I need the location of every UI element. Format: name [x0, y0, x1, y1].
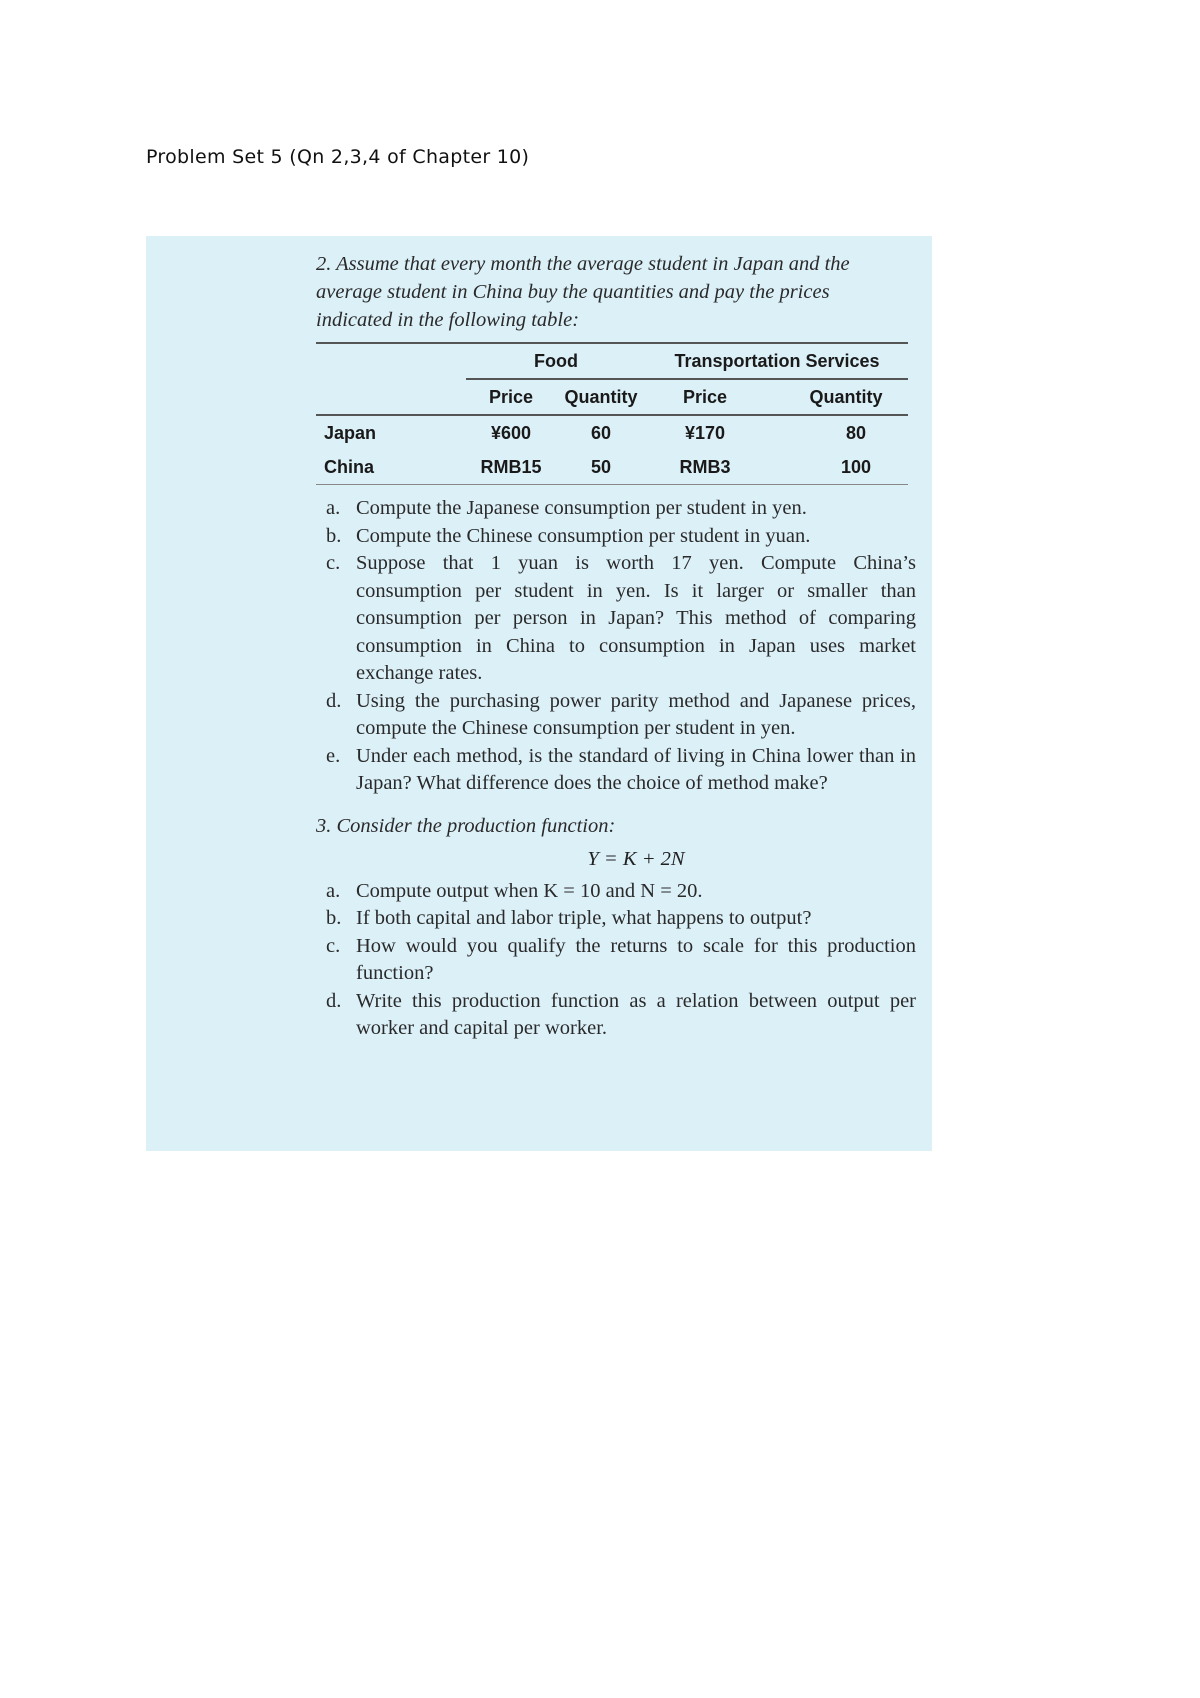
problem-excerpt-box — [146, 236, 932, 1151]
question-2-part-c — [316, 550, 916, 688]
part-label: e. — [326, 744, 341, 767]
question-2-part-b — [316, 523, 916, 551]
part-text: Under each method, is the standard of living in China lower than in Japan? What difference does the choice of method make? — [356, 744, 916, 794]
china-food-price: RMB15 — [480, 456, 542, 477]
question-3-part-a — [316, 878, 916, 906]
question-2-part-a — [316, 495, 916, 523]
table-column-header-row — [316, 379, 908, 415]
part-text: Write this production function as a relation between output per worker and capital per worker. — [356, 989, 916, 1039]
table-corner-cell — [316, 343, 466, 379]
part-label: a. — [326, 497, 341, 519]
question-3-part-d — [316, 988, 916, 1043]
price-quantity-table — [316, 342, 908, 485]
question-2-part-e — [316, 743, 916, 798]
row-label-japan: Japan — [324, 422, 377, 443]
row-label-china: China — [324, 456, 375, 477]
question-2-part-d — [316, 688, 916, 743]
group-header-food: Food — [466, 343, 646, 379]
japan-food-quantity: 60 — [590, 422, 612, 443]
table-row-japan — [316, 415, 908, 450]
table-row-china — [316, 450, 908, 485]
part-text: Suppose that 1 yuan is worth 17 yen. Compute China’s consumption per student in yen. Is it larger or smaller than consumption per person in Japan? This method of comparing consumption in China to consumption in Japan uses market exchange rates. — [356, 552, 916, 684]
question-2-intro: 2. Assume that every month the average student in Japan and the average student in China buy the quantities and pay the prices indicated in the following table: — [316, 253, 850, 331]
question-3-part-c — [316, 933, 916, 988]
part-label: c. — [326, 934, 341, 957]
question-3-parts — [316, 878, 916, 1043]
column-header-transport-quantity: Quantity — [764, 379, 908, 415]
group-header-transportation: Transportation Services — [646, 343, 908, 379]
part-text: Compute output when K = 10 and N = 20. — [356, 879, 703, 902]
part-label: d. — [326, 989, 342, 1012]
part-text: If both capital and labor triple, what happens to output? — [356, 907, 812, 929]
japan-food-price: ¥600 — [490, 422, 532, 443]
japan-transport-price: ¥170 — [684, 422, 726, 443]
table-group-header-row — [316, 343, 908, 379]
part-text: Using the purchasing power parity method and Japanese prices, compute the Chinese consumption per student in yen. — [356, 689, 916, 739]
page-title: Problem Set 5 (Qn 2,3,4 of Chapter 10) — [146, 146, 530, 168]
question-3-intro: 3. Consider the production function: — [316, 814, 616, 837]
part-text: Compute the Japanese consumption per student in yen. — [356, 497, 807, 519]
problem-content — [316, 250, 916, 1043]
part-text: How would you qualify the returns to scale for this production function? — [356, 934, 916, 984]
question-2-parts — [316, 495, 916, 798]
part-label: d. — [326, 689, 342, 712]
production-function-equation: Y = K + 2N — [587, 847, 685, 870]
part-label: c. — [326, 552, 341, 574]
part-label: b. — [326, 524, 342, 547]
part-text: Compute the Chinese consumption per student in yuan. — [356, 524, 811, 547]
japan-transport-quantity: 80 — [845, 422, 867, 443]
part-label: a. — [326, 879, 341, 902]
china-food-quantity: 50 — [590, 456, 612, 477]
column-header-food-quantity: Quantity — [556, 379, 646, 415]
table-blank-header — [316, 379, 466, 415]
china-transport-quantity: 100 — [840, 456, 872, 477]
question-3-part-b — [316, 905, 916, 933]
china-transport-price: RMB3 — [679, 456, 731, 477]
column-header-food-price: Price — [466, 379, 556, 415]
column-header-transport-price: Price — [646, 379, 764, 415]
part-label: b. — [326, 907, 342, 929]
